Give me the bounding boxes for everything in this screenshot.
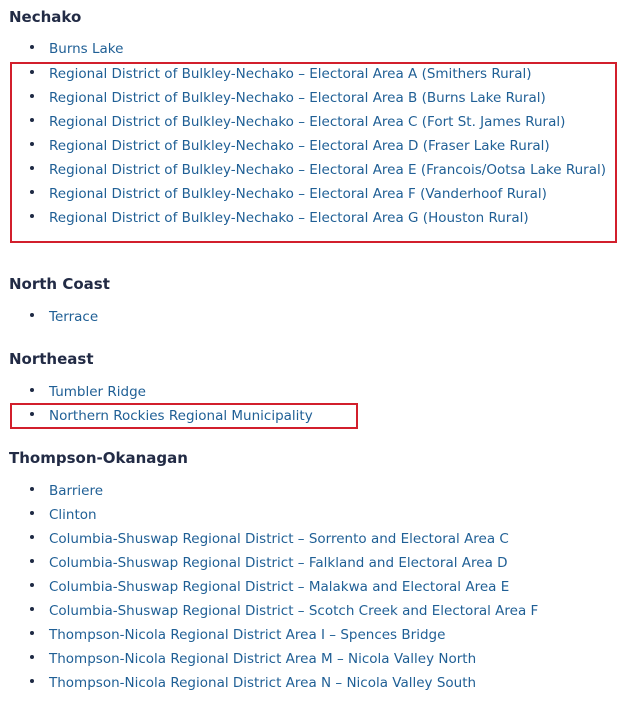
bullet-icon: [30, 535, 34, 539]
list-item: [30, 551, 508, 575]
link-barriere[interactable]: Barriere: [49, 483, 104, 499]
bullet-icon: [30, 487, 34, 491]
section-heading-northeast: Northeast: [9, 350, 94, 368]
link-rdbn-area-a[interactable]: Regional District of Bulkley-Nechako – Electoral Area A (Smithers Rural): [49, 66, 532, 82]
list-item: [30, 599, 538, 623]
list-item: [30, 623, 445, 647]
list-item: [30, 527, 509, 551]
bullet-icon: [30, 45, 34, 49]
section-heading-north-coast: North Coast: [9, 275, 110, 293]
link-clinton[interactable]: Clinton: [49, 507, 97, 523]
bullet-icon: [30, 388, 34, 392]
bullet-icon: [30, 679, 34, 683]
section-heading-thompson-okanagan: Thompson-Okanagan: [9, 449, 188, 467]
list-item: [30, 380, 146, 404]
link-rdbn-area-c[interactable]: Regional District of Bulkley-Nechako – Electoral Area C (Fort St. James Rural): [49, 114, 566, 130]
link-terrace[interactable]: Terrace: [49, 309, 99, 325]
link-rdbn-area-f[interactable]: Regional District of Bulkley-Nechako – Electoral Area F (Vanderhoof Rural): [49, 186, 547, 202]
link-rdbn-area-e[interactable]: Regional District of Bulkley-Nechako – Electoral Area E (Francois/Ootsa Lake Rural): [49, 162, 606, 178]
link-csrd-scotch-creek[interactable]: Columbia-Shuswap Regional District – Scotch Creek and Electoral Area F: [49, 603, 539, 619]
highlight-box-nechako-areas: [10, 62, 617, 243]
link-tnrd-area-i[interactable]: Thompson-Nicola Regional District Area I – Spences Bridge: [49, 627, 446, 643]
link-tnrd-area-n[interactable]: Thompson-Nicola Regional District Area N – Nicola Valley South: [49, 675, 477, 691]
link-csrd-malakwa[interactable]: Columbia-Shuswap Regional District – Malakwa and Electoral Area E: [49, 579, 510, 595]
link-tumbler-ridge[interactable]: Tumbler Ridge: [49, 384, 146, 400]
bullet-icon: [30, 631, 34, 635]
section-heading-nechako: Nechako: [9, 8, 82, 26]
list-item: [30, 503, 97, 527]
link-rdbn-area-g[interactable]: Regional District of Bulkley-Nechako – Electoral Area G (Houston Rural): [49, 210, 529, 226]
link-rdbn-area-d[interactable]: Regional District of Bulkley-Nechako – Electoral Area D (Fraser Lake Rural): [49, 138, 550, 154]
list-item: [30, 305, 98, 329]
link-csrd-sorrento[interactable]: Columbia-Shuswap Regional District – Sorrento and Electoral Area C: [49, 531, 509, 547]
link-northern-rockies[interactable]: Northern Rockies Regional Municipality: [49, 408, 313, 424]
list-item: [30, 647, 476, 671]
list-item: [30, 575, 509, 599]
link-csrd-falkland[interactable]: Columbia-Shuswap Regional District – Falkland and Electoral Area D: [49, 555, 508, 571]
bullet-icon: [30, 655, 34, 659]
list-item: [30, 671, 476, 695]
list-item: [30, 37, 123, 61]
bullet-icon: [30, 559, 34, 563]
bullet-icon: [30, 313, 34, 317]
link-rdbn-area-b[interactable]: Regional District of Bulkley-Nechako – Electoral Area B (Burns Lake Rural): [49, 90, 546, 106]
highlight-box-northern-rockies: [10, 403, 358, 429]
bullet-icon: [30, 583, 34, 587]
list-item: [30, 479, 103, 503]
bullet-icon: [30, 607, 34, 611]
link-tnrd-area-m[interactable]: Thompson-Nicola Regional District Area M – Nicola Valley North: [49, 651, 477, 667]
link-burns-lake[interactable]: Burns Lake: [49, 41, 124, 57]
bullet-icon: [30, 511, 34, 515]
